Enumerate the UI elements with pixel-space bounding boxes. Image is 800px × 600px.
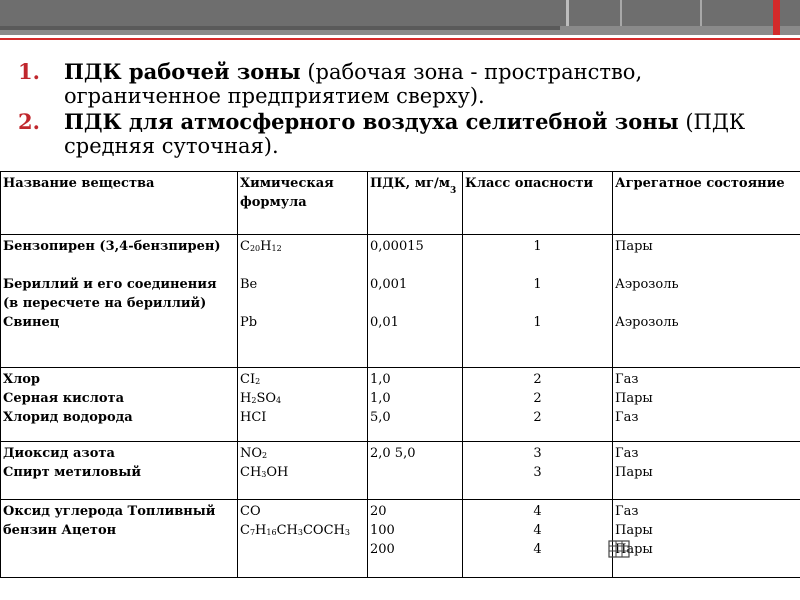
cell-line: 2 bbox=[533, 372, 542, 387]
chemical-formula: CH3OH bbox=[240, 465, 289, 480]
formula-line bbox=[240, 313, 365, 332]
table-cell bbox=[368, 442, 463, 500]
cell-line: Аэрозоль bbox=[615, 277, 679, 292]
table-cell bbox=[1, 500, 238, 578]
chemical-formula: Be bbox=[240, 277, 258, 292]
table-cell bbox=[1, 442, 238, 500]
formula-line bbox=[240, 521, 365, 542]
cell-line: Газ bbox=[615, 372, 639, 387]
cell-line: Бериллий и его соединения (в пересчете на бериллий) bbox=[3, 277, 217, 311]
formula-line bbox=[240, 463, 365, 484]
chemical-formula: NO2 bbox=[240, 446, 268, 461]
cell-line: 0,00015 bbox=[370, 239, 424, 254]
cell-line: 1,0 bbox=[370, 372, 391, 387]
table-cell bbox=[463, 500, 613, 578]
table-cell bbox=[238, 368, 368, 442]
header-class: Класс опасности bbox=[463, 172, 613, 235]
table-cell bbox=[368, 500, 463, 578]
accent-divider bbox=[0, 38, 800, 40]
table-cell bbox=[1, 235, 238, 368]
list-item-1 bbox=[18, 60, 794, 108]
formula-line bbox=[240, 408, 365, 427]
formula-line bbox=[240, 237, 365, 258]
cell-line: Бензопирен (3,4-бензпирен) bbox=[3, 239, 221, 254]
chemical-formula: Pb bbox=[240, 315, 258, 330]
list-item-2 bbox=[18, 110, 794, 158]
table-row bbox=[1, 500, 800, 578]
intro-list bbox=[18, 60, 794, 160]
cell-line: 4 bbox=[533, 523, 542, 538]
cell-line: Газ bbox=[615, 410, 639, 425]
table-header-row bbox=[1, 172, 800, 235]
decorative-top-bar bbox=[0, 0, 800, 35]
table-row bbox=[1, 235, 800, 368]
cell-line: Свинец bbox=[3, 315, 60, 330]
cell-line: 4 bbox=[533, 504, 542, 519]
cell-line: 2 bbox=[533, 410, 542, 425]
pdk-table bbox=[0, 171, 800, 578]
formula-line bbox=[240, 502, 365, 521]
table-cell bbox=[1, 368, 238, 442]
cell-line: 2,0 5,0 bbox=[370, 446, 416, 461]
cell-line: Хлорид водорода bbox=[3, 410, 133, 425]
table-cell bbox=[463, 368, 613, 442]
cell-line: 1 bbox=[533, 315, 542, 330]
cell-line: 1,0 bbox=[370, 391, 391, 406]
cell-line: Газ bbox=[615, 446, 639, 461]
cell-line: Пары bbox=[615, 391, 653, 406]
cell-line: 20 bbox=[370, 504, 387, 519]
cell-line: 5,0 bbox=[370, 410, 391, 425]
chemical-formula: CO bbox=[240, 504, 261, 519]
cell-line: 2 bbox=[533, 391, 542, 406]
cell-line: 1 bbox=[533, 239, 542, 254]
cell-line: Диоксид азота bbox=[3, 446, 115, 461]
cell-line: Пары bbox=[615, 239, 653, 254]
table-row bbox=[1, 368, 800, 442]
table-cell bbox=[238, 500, 368, 578]
chemical-formula: H2SO4 bbox=[240, 391, 282, 406]
cell-line: Аэрозоль bbox=[615, 315, 679, 330]
cell-line: 0,01 bbox=[370, 315, 399, 330]
formula-line bbox=[240, 444, 365, 465]
table-cell bbox=[463, 442, 613, 500]
formula-line bbox=[240, 370, 365, 391]
cell-line: 100 bbox=[370, 523, 395, 538]
list-number: 2. bbox=[18, 109, 40, 134]
header-state: Агрегатное состояние bbox=[613, 172, 800, 235]
list-number: 1. bbox=[18, 59, 40, 84]
table-cell bbox=[238, 442, 368, 500]
table-cell bbox=[238, 235, 368, 368]
chemical-formula: CI2 bbox=[240, 372, 261, 387]
table-cell bbox=[368, 235, 463, 368]
cell-line: Газ bbox=[615, 504, 639, 519]
table-grid-icon bbox=[608, 540, 630, 558]
table-cell bbox=[613, 442, 800, 500]
header-name: Название вещества bbox=[1, 172, 238, 235]
cell-line: 4 bbox=[533, 542, 542, 557]
table-cell bbox=[613, 235, 800, 368]
list-item-text: (рабочая зона - пространство, ограниченное предприятием сверху). bbox=[64, 60, 643, 108]
chemical-formula: C7H16CH3COCH3 bbox=[240, 523, 350, 538]
list-item-text: (ПДК средняя суточная). bbox=[64, 110, 746, 158]
cell-line: 200 bbox=[370, 542, 395, 557]
formula-line bbox=[240, 389, 365, 410]
cell-line: Спирт метиловый bbox=[3, 465, 141, 480]
table-cell bbox=[613, 368, 800, 442]
chemical-formula: C20H12 bbox=[240, 239, 282, 254]
table-row bbox=[1, 442, 800, 500]
header-pdk: ПДК, $мг/м_3$ bbox=[368, 172, 463, 235]
table-cell bbox=[368, 368, 463, 442]
cell-line: 3 bbox=[533, 446, 542, 461]
table-cell bbox=[463, 235, 613, 368]
cell-line: Пары bbox=[615, 523, 653, 538]
cell-line: Хлор bbox=[3, 372, 41, 387]
list-item-title: ПДК рабочей зоны bbox=[64, 59, 301, 84]
table-cell bbox=[613, 500, 800, 578]
cell-line: 1 bbox=[533, 277, 542, 292]
chemical-formula: HCI bbox=[240, 410, 267, 425]
cell-line: 0,001 bbox=[370, 277, 408, 292]
list-item-title: ПДК для атмосферного воздуха селитебной зоны bbox=[64, 109, 679, 134]
header-formula: Химическая формула bbox=[238, 172, 368, 235]
cell-line: Пары bbox=[615, 465, 653, 480]
cell-line: Серная кислота bbox=[3, 391, 125, 406]
cell-line: Оксид углерода Топливный бензин Ацетон bbox=[3, 504, 216, 538]
cell-line: 3 bbox=[533, 465, 542, 480]
formula-line bbox=[240, 275, 365, 294]
cell-line: Пары bbox=[615, 542, 653, 557]
